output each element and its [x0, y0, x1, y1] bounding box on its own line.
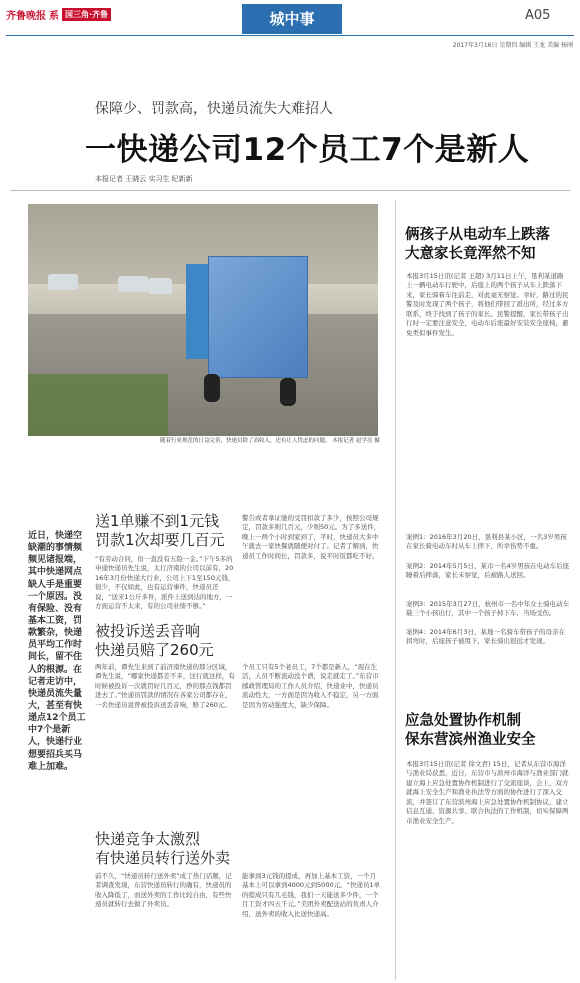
news-photo [28, 204, 378, 436]
lead-headline: 一快递公司12个员工7个是新人 [85, 132, 530, 168]
paper-name: 齐鲁晚报 [6, 10, 46, 22]
section-heading-2-line1: 被投诉送丢音响 [95, 622, 201, 640]
photo-bush [28, 374, 168, 436]
section-3-col-left: 前不久，“快递员转行送外卖”成了热门话题，记者调查发现，东营快递员转行的确有，快递员的收入降低了，而送外卖的工作比较自由，有些快递员就转行去做了外卖员。 [95, 872, 232, 909]
section-heading-2-line2: 快递员赔了260元 [95, 640, 214, 659]
photo-wheel [204, 374, 220, 402]
section-heading-1 [95, 512, 225, 550]
section-3-col-right: 能拿到3元钱的提成，再加上基本工资，一个月基本上可以拿到4000元到5000元。“快递员1单的提成只有几毛钱，我们一天能送多少件，一个月工资才四五千元。”美团外卖配送站的负责人介绍，送外卖的收入比送快递高。 [242, 872, 381, 918]
section-tab: 城中事 [242, 4, 342, 34]
header-divider [6, 35, 574, 36]
section-heading-3 [95, 830, 230, 868]
lead-kicker: 保障少、罚款高，快递员流失大难招人 [95, 101, 333, 117]
photo-wheel [280, 378, 296, 406]
section-2-col-left: 两年前，谭先生来到了前济南快递的那分区域，谭先生说，“哪家快递都差不多，这行就这样，有时候被投诉一次就罚好几百元，挣的那点钱都罚进去了。”快递员罚款的情况在各家公司都存在，一名快递员说曾被投诉送丢音响，赔了260元。 [95, 663, 235, 709]
newspaper-logo [6, 7, 111, 21]
section-1-col-left: “有劳动合同，但一直没有五险一金。”下午5多的申通快递员先生说，太行济南的公司以前有，2016年3月份快递大行业，公司上下1至150元钱，很少，不仅如此，也有运营事件，快递员还说，“送来1公斤多件，派件上送到达的地方，一方面运营不太来，有的公司业绩不够。” [95, 555, 235, 611]
side-story-1-case-1: 案例1：2016年3月20日，垦利县某小区，一名3岁男孩在家长骑电动车时从车上摔下，所幸伤势不重。 [406, 533, 567, 551]
edition-badge: 国三角·齐鲁 [62, 8, 111, 21]
section-heading-3-line2: 有快递员转行送外卖 [95, 848, 231, 867]
photo-car [148, 278, 172, 294]
photo-car [118, 276, 148, 292]
section-heading-1-line2: 罚款1次却要几百元 [95, 530, 225, 549]
side-story-2-heading-line1: 应急处置协作机制 [405, 713, 521, 729]
page-number: A05 [525, 8, 551, 23]
side-story-1-case-2: 案例2：2014年5月5日，某市一名4岁男孩在电动车后座睡着后摔落，家长未察觉，后被路人送回。 [406, 562, 570, 580]
photo-caption: 随着行业规范的日益完善，快递员除了高收入，还有让人忧虑的问题。 本报记者 赵学亮 摄 [160, 438, 380, 444]
side-story-1-body: 本报3月15日讯(记者 王超) 3月11日上午，垦利某道路上一辆电动车行驶中，后座上的两个孩子从车上跌落下来，家长骑着车往前走，对此毫无察觉。幸好，路过的民警及时发现了两个孩子，将他们带回了派出所，经过多方联系，终于找到了孩子的家长。民警提醒，家长带孩子出行时一定要注意安全，电动车后座最好安装安全座椅，避免类似事件发生。 [406, 272, 569, 337]
side-story-1-heading [405, 226, 550, 264]
side-story-1-heading-line1: 俩孩子从电动车上跌落 [405, 227, 550, 243]
photo-truck-box [208, 256, 308, 378]
section-heading-3-line1: 快递竞争太激烈 [95, 830, 201, 848]
section-heading-1-line1: 送1单赚不到1元钱 [95, 512, 220, 530]
side-story-2-body: 本报3月15日讯(记者 徐文君) 15日，记者从东营市海洋与渔业局获悉，近日，东营市与滨州市海洋与渔业部门就建立海上应急处置协作机制进行了交流座谈，会上，双方就海上安全生产和渔业执法等方面的协作进行了深入交流，并签订了东营滨州海上应急处置协作机制协议，建立信息互通、资源共享、联合执法的工作机制，切实保障两市渔业安全生产。 [406, 760, 569, 825]
section-heading-2 [95, 622, 214, 660]
section-1-col-right: 警告或者拿证驰的受罚扣款了多少，按照公司规定，罚款多则几百元，少则50元。为了多送件，晚上一两个小时到家到了，平时，快递员大多中午就去一家快餐就随便对付了。记者了解到，快递员工作时间长，罚款多，说平时饭都吃不好。 [242, 514, 381, 560]
dateline: 2017年3月16日 星期四 编辑 王龙 美编 杨刚 [452, 42, 573, 49]
side-story-2-heading [405, 712, 536, 750]
headline-divider [10, 190, 570, 191]
section-2-col-right: 个员工只有5个老员工，7个都是新人，“现在生活，人员不断流动没个谱，说走就走了。”东营市邮政管理局的工作人员介绍，快递业中，快递员流动性大，一方面是因为收入不稳定，另一方面是因为劳动强度大，缺少保障。 [242, 663, 379, 709]
photo-car [48, 274, 78, 290]
column-divider [395, 200, 396, 980]
side-story-2-heading-line2: 保东营滨州渔业安全 [405, 731, 536, 748]
side-story-1-case-3: 案例3：2015年3月27日，杭州市一名中年女士骑电动车载三个小孩出行，其中一个孩子掉下车，当场受伤。 [406, 600, 570, 618]
intro-paragraph: 近日，快递空缺潮的事情频频见诸报端，其中快递网点缺人手是重要一个原因。没有保险、没有基本工资，罚款繁杂，快递员平均工作时间长，留不住人的根源。在记者走访中，快递员流失量大，甚至有快递点12个员工中7个是新人，快递行业想要招兵买马难上加难。 [28, 531, 86, 772]
lead-byline: 本报记者 王晓云 实习生 纪新新 [95, 175, 193, 183]
side-story-1-heading-line2: 大意家长竟浑然不知 [405, 245, 536, 262]
side-story-1-case-4: 案例4：2014年6月3日，某地一名骑车带孩子的母亲在拐弯时，后座孩子被甩下，家长骑出很远才发现。 [406, 628, 565, 646]
paper-series: 系 [49, 10, 59, 22]
